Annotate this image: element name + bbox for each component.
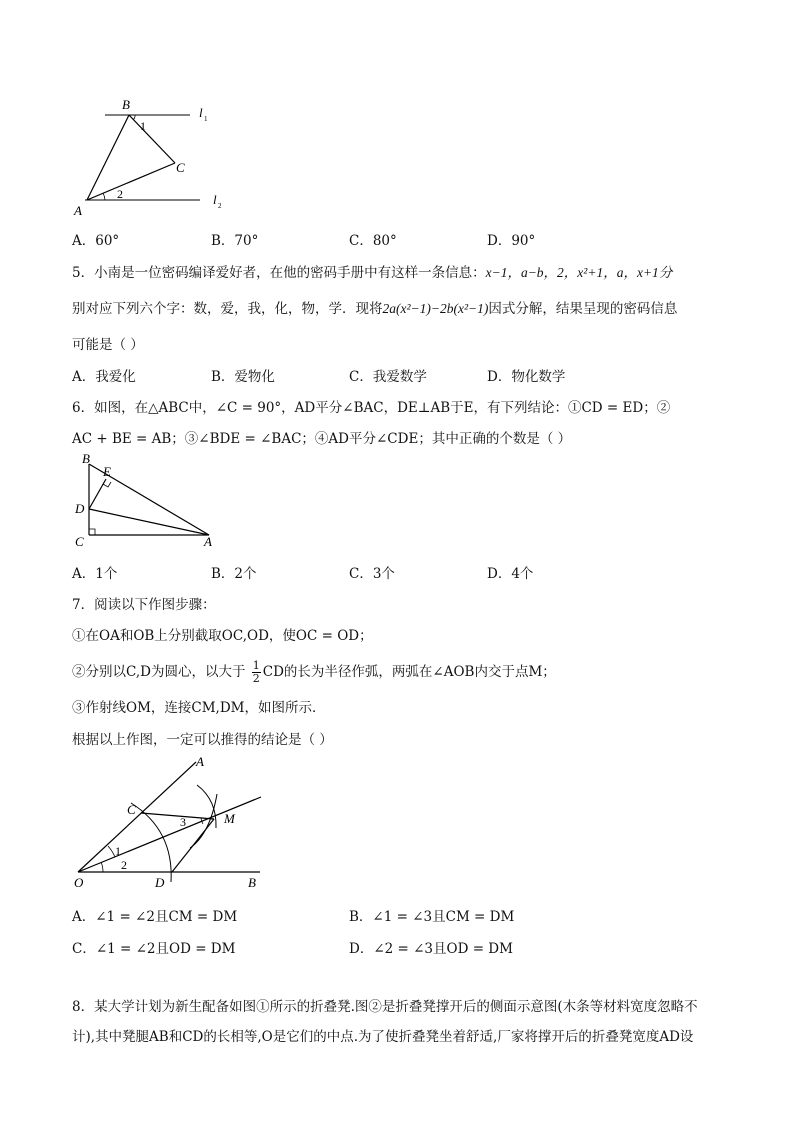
label-o: O	[74, 875, 84, 890]
segment-ad	[89, 509, 209, 535]
angle-1-arc	[133, 115, 135, 120]
label-l1-sub: 1	[204, 115, 208, 123]
q7-stem-line-1: 7．阅读以下作图步骤：	[72, 597, 216, 613]
q5-stem-line-1	[72, 261, 672, 281]
q7-option-d[interactable]: D．∠2 = ∠3且OD = DM	[349, 941, 513, 957]
ray-oa	[78, 762, 196, 872]
q6-option-d[interactable]: D．4个	[487, 566, 534, 582]
q5-stem-line-2	[72, 297, 677, 317]
label-b: B	[122, 97, 130, 112]
label-3: 3	[180, 815, 186, 829]
q8-stem-line-2: 计),其中凳腿AB和CD的长相等,O是它们的中点.为了使折叠凳坐着舒适,厂家将撑开后的折叠凳宽度AD设	[72, 1029, 694, 1045]
q7-step-2-text-b: CD的长为半径作弧，两弧在∠AOB内交于点M；	[262, 664, 556, 680]
q6-stem-line-2: AC + BE = AB；③∠BDE = ∠BAC；④AD平分∠CDE；其中正确的个数是（ ）	[72, 431, 572, 447]
q4-option-b[interactable]: B．70°	[211, 233, 259, 249]
q6-option-c[interactable]: C．3个	[349, 566, 395, 582]
label-d: D	[155, 875, 165, 890]
q5-stem-text-3: 因式分解，结果呈现的密码信息	[488, 301, 678, 317]
q7-step-1: ①在OA和OB上分别截取OC,OD，使OC = OD；	[72, 628, 373, 644]
segment-cm	[141, 813, 214, 819]
q5-option-d[interactable]: D．物化数学	[487, 369, 566, 385]
segment-bc	[129, 115, 175, 163]
label-a: A	[204, 534, 212, 549]
label-l2-sub: 2	[218, 202, 222, 210]
q5-option-b[interactable]: B．爱物化	[211, 369, 275, 385]
q7-fraction-denominator: 2	[252, 672, 260, 685]
right-angle-c	[89, 529, 95, 535]
label-c: C	[75, 534, 84, 549]
q4-option-c[interactable]: C．80°	[349, 233, 397, 249]
label-e: E	[103, 464, 111, 479]
ray-om	[78, 797, 261, 872]
q7-step-3: ③作射线OM，连接CM,DM，如图所示．	[72, 700, 326, 716]
angle-2-arc	[101, 862, 103, 872]
q5-stem-text-1: 5．小南是一位密码编译爱好者，在他的密码手册中有这样一条信息：	[72, 265, 486, 281]
q5-expression: 2a(x²−1)−2b(x²−1)	[382, 301, 489, 316]
q7-question: 根据以上作图，一定可以推得的结论是（ ）	[72, 732, 333, 748]
q7-option-b[interactable]: B．∠1 = ∠3且CM = DM	[349, 909, 515, 925]
label-a: A	[74, 203, 82, 218]
q6-figure	[70, 452, 230, 552]
angle-1-arc	[108, 846, 115, 857]
q4-figure	[60, 90, 240, 220]
label-2: 2	[117, 187, 123, 201]
q7-option-c[interactable]: C．∠1 = ∠2且OD = DM	[72, 941, 236, 957]
label-l1: l	[199, 105, 203, 120]
label-b: B	[248, 875, 256, 890]
q5-option-a[interactable]: A．我爱化	[72, 369, 136, 385]
q4-option-a[interactable]: A．60°	[72, 233, 120, 249]
label-b: B	[82, 452, 90, 466]
label-m: M	[224, 811, 235, 826]
label-l2: l	[213, 192, 217, 207]
q8-stem-line-1: 8．某大学计划为新生配备如图①所示的折叠凳.图②是折叠凳撑开后的侧面示意图(木条等材料宽度忽略不	[72, 999, 698, 1015]
angle-2-arc	[103, 193, 105, 200]
q7-step-2-text-a: ②分别以C,D为圆心，以大于	[72, 664, 246, 680]
q6-option-a[interactable]: A．1个	[72, 566, 118, 582]
q5-code-list: x−1，a−b，2，x²+1，a，x+1分	[485, 265, 673, 280]
label-c: C	[127, 802, 136, 817]
q7-fraction-numerator: 1	[252, 659, 260, 672]
q6-option-b[interactable]: B．2个	[211, 566, 257, 582]
label-c: C	[176, 160, 185, 175]
label-2: 2	[121, 858, 127, 872]
q5-option-c[interactable]: C．我爱数学	[349, 369, 427, 385]
q6-stem-line-1: 6．如图，在△ABC中，∠C = 90°，AD平分∠BAC，DE⊥AB于E，有下列结论：①CD = ED；②	[72, 400, 671, 416]
q5-stem-text-2: 别对应下列六个字：数，爱，我，化，物，学．现将	[72, 301, 383, 317]
segment-de	[89, 479, 106, 509]
q7-figure	[65, 750, 285, 895]
q5-stem-line-3: 可能是（ ）	[72, 337, 144, 353]
segment-ac	[87, 163, 175, 200]
label-1: 1	[140, 119, 146, 133]
label-d: D	[75, 501, 85, 516]
q7-option-a[interactable]: A．∠1 = ∠2且CM = DM	[72, 909, 238, 925]
label-1: 1	[115, 844, 121, 858]
q4-option-d[interactable]: D．90°	[487, 233, 536, 249]
q7-fraction	[252, 660, 261, 685]
q7-step-2	[72, 660, 556, 685]
label-a: A	[196, 754, 204, 769]
